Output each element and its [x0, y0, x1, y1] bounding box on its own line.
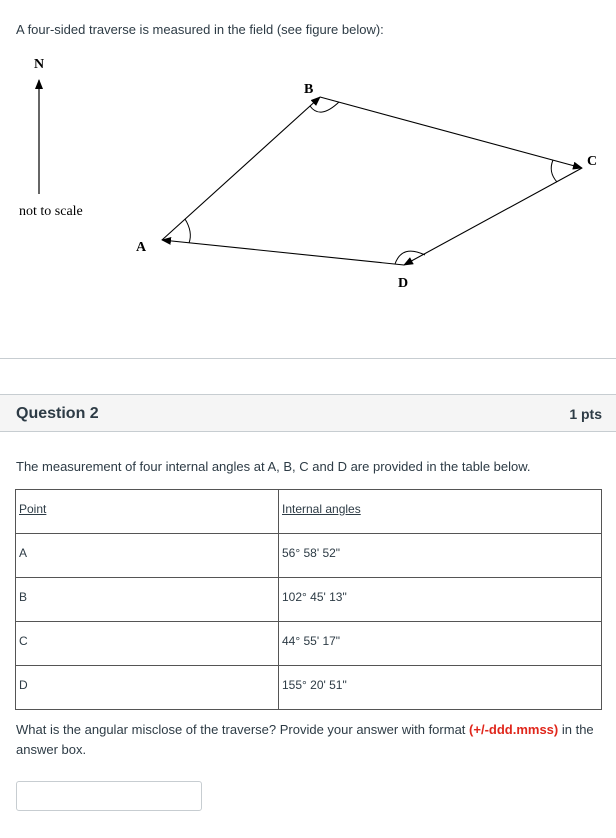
point-cell: B: [19, 590, 28, 604]
point-cell: A: [19, 546, 28, 560]
angle-cell: 56° 58' 52": [282, 546, 341, 560]
angle-cell: 44° 55' 17": [282, 634, 341, 648]
point-label-a: A: [136, 240, 147, 255]
point-label-b: B: [304, 82, 314, 97]
table-header-cell: [279, 490, 602, 534]
traverse-figure: [0, 45, 616, 305]
table-row: [16, 666, 602, 710]
table-cell: [16, 666, 279, 710]
scale-note: not to scale: [19, 204, 83, 219]
table-row: [16, 622, 602, 666]
table-row: [16, 578, 602, 622]
answer-format: (+/-ddd.mmss): [469, 722, 559, 737]
leg-d-a: [162, 240, 404, 265]
answer-input[interactable]: [16, 781, 202, 811]
leg-c-d: [404, 168, 582, 265]
table-cell: [16, 622, 279, 666]
angles-table: [15, 489, 602, 710]
point-label-d: D: [398, 276, 409, 291]
table-cell: [279, 578, 602, 622]
point-cell: D: [19, 678, 28, 692]
angle-arc-b: [310, 102, 339, 112]
angle-cell: 155° 20' 51": [282, 678, 347, 692]
table-header-row: [16, 490, 602, 534]
point-cell: C: [19, 634, 28, 648]
table-header-cell: [16, 490, 279, 534]
table-cell: [279, 666, 602, 710]
section-divider: [0, 358, 616, 359]
intro-text: A four-sided traverse is measured in the field (see figure below):: [16, 22, 384, 37]
table-cell: [279, 622, 602, 666]
leg-b-c: [320, 97, 582, 168]
table-cell: [279, 534, 602, 578]
table-row: [16, 534, 602, 578]
prompt-text: What is the angular misclose of the traverse? Provide your answer with format: [16, 722, 470, 737]
question-header: [0, 394, 616, 432]
question-title: Question 2: [16, 405, 99, 422]
header-point: Point: [19, 502, 47, 516]
angle-arc-c: [551, 160, 557, 182]
angle-arc-a: [185, 219, 190, 243]
north-label: N: [34, 57, 45, 72]
header-internal-angles: Internal angles: [282, 502, 361, 516]
prompt-text-end: in the answer box.: [16, 722, 594, 757]
leg-a-b: [162, 97, 320, 240]
table-cell: [16, 534, 279, 578]
angle-cell: 102° 45' 13": [282, 590, 347, 604]
question-prompt: [16, 720, 606, 760]
question-points: 1 pts: [569, 406, 602, 422]
table-cell: [16, 578, 279, 622]
point-label-c: C: [587, 154, 598, 169]
question-text: The measurement of four internal angles at A, B, C and D are provided in the table below.: [16, 459, 531, 474]
